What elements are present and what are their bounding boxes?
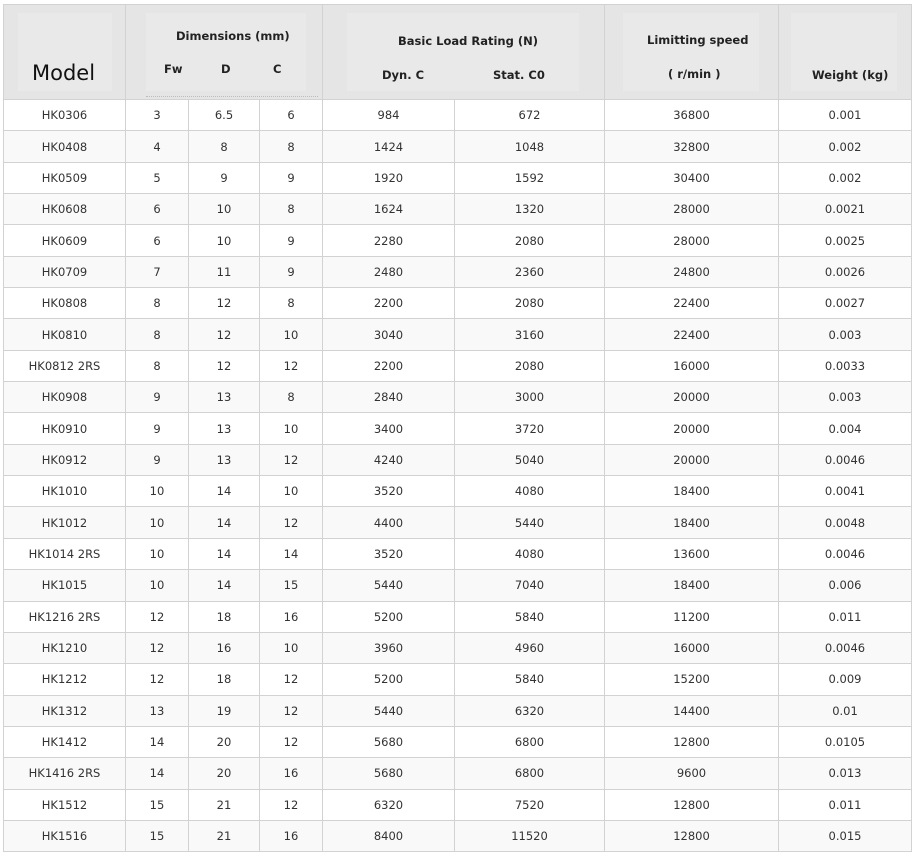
table-row [4, 444, 912, 475]
fw-cell: 9 [126, 444, 189, 475]
model-cell: HK0306 [4, 100, 126, 131]
bearing-spec-table [3, 4, 912, 852]
dyn-c-cell: 1624 [323, 194, 455, 225]
c-cell: 12 [260, 507, 323, 538]
d-cell: 18 [189, 601, 260, 632]
c-cell: 16 [260, 601, 323, 632]
stat-c0-cell: 5440 [455, 507, 605, 538]
c-cell: 16 [260, 820, 323, 851]
model-cell: HK1210 [4, 632, 126, 663]
speed-cell: 12800 [605, 820, 779, 851]
speed-unit-label: ( r/min ) [668, 67, 721, 81]
model-cell: HK0608 [4, 194, 126, 225]
fw-cell: 8 [126, 350, 189, 381]
model-cell: HK1512 [4, 789, 126, 820]
c-cell: 8 [260, 131, 323, 162]
d-cell: 10 [189, 194, 260, 225]
table-row [4, 413, 912, 444]
stat-c0-cell: 5840 [455, 601, 605, 632]
table-row [4, 256, 912, 287]
c-cell: 8 [260, 288, 323, 319]
fw-cell: 10 [126, 507, 189, 538]
weight-cell: 0.01 [779, 695, 912, 726]
dyn-c-cell: 3040 [323, 319, 455, 350]
d-cell: 20 [189, 758, 260, 789]
fw-cell: 6 [126, 194, 189, 225]
stat-c0-cell: 2080 [455, 225, 605, 256]
model-cell: HK0810 [4, 319, 126, 350]
model-cell: HK1014 2RS [4, 538, 126, 569]
speed-cell: 18400 [605, 570, 779, 601]
stat-c0-cell: 7040 [455, 570, 605, 601]
stat-c0-cell: 2360 [455, 256, 605, 287]
speed-cell: 16000 [605, 632, 779, 663]
speed-cell: 32800 [605, 131, 779, 162]
fw-cell: 12 [126, 601, 189, 632]
fw-cell: 9 [126, 382, 189, 413]
dyn-c-cell: 3520 [323, 538, 455, 569]
weight-cell: 0.0041 [779, 476, 912, 507]
stat-c0-cell: 1592 [455, 162, 605, 193]
stat-c0-cell: 6800 [455, 758, 605, 789]
speed-cell: 20000 [605, 444, 779, 475]
fw-cell: 10 [126, 538, 189, 569]
load-rating-header [323, 5, 605, 100]
d-cell: 14 [189, 507, 260, 538]
d-cell: 10 [189, 225, 260, 256]
model-cell: HK1312 [4, 695, 126, 726]
c-cell: 10 [260, 413, 323, 444]
c-cell: 12 [260, 726, 323, 757]
table-row [4, 131, 912, 162]
d-cell: 13 [189, 413, 260, 444]
table-row [4, 225, 912, 256]
dyn-c-cell: 2200 [323, 288, 455, 319]
weight-cell: 0.0033 [779, 350, 912, 381]
weight-cell: 0.002 [779, 162, 912, 193]
d-cell: 6.5 [189, 100, 260, 131]
stat-c0-cell: 5040 [455, 444, 605, 475]
speed-cell: 18400 [605, 476, 779, 507]
stat-c0-cell: 11520 [455, 820, 605, 851]
speed-cell: 14400 [605, 695, 779, 726]
model-cell: HK1516 [4, 820, 126, 851]
speed-cell: 12800 [605, 789, 779, 820]
fw-cell: 10 [126, 570, 189, 601]
weight-label: Weight (kg) [812, 68, 889, 82]
fw-cell: 12 [126, 632, 189, 663]
c-cell: 9 [260, 225, 323, 256]
model-cell: HK0609 [4, 225, 126, 256]
fw-cell: 4 [126, 131, 189, 162]
model-cell: HK0509 [4, 162, 126, 193]
c-cell: 14 [260, 538, 323, 569]
dyn-c-cell: 6320 [323, 789, 455, 820]
table-row [4, 162, 912, 193]
weight-cell: 0.015 [779, 820, 912, 851]
d-cell: 16 [189, 632, 260, 663]
speed-cell: 22400 [605, 288, 779, 319]
stat-c0-cell: 1048 [455, 131, 605, 162]
weight-cell: 0.011 [779, 601, 912, 632]
d-cell: 11 [189, 256, 260, 287]
load-rating-label: Basic Load Rating (N) [398, 34, 538, 48]
model-cell: HK0812 2RS [4, 350, 126, 381]
model-cell: HK0908 [4, 382, 126, 413]
model-cell: HK1416 2RS [4, 758, 126, 789]
c-cell: 10 [260, 476, 323, 507]
d-label: D [221, 62, 231, 76]
d-cell: 21 [189, 820, 260, 851]
c-cell: 12 [260, 789, 323, 820]
fw-cell: 6 [126, 225, 189, 256]
speed-cell: 20000 [605, 413, 779, 444]
dimensions-label: Dimensions (mm) [176, 29, 290, 43]
speed-cell: 36800 [605, 100, 779, 131]
model-cell: HK0408 [4, 131, 126, 162]
speed-cell: 20000 [605, 382, 779, 413]
speed-cell: 30400 [605, 162, 779, 193]
stat-c0-cell: 4080 [455, 538, 605, 569]
speed-cell: 18400 [605, 507, 779, 538]
table-row [4, 507, 912, 538]
weight-cell: 0.006 [779, 570, 912, 601]
fw-label: Fw [164, 62, 183, 76]
table-row [4, 194, 912, 225]
table-row [4, 820, 912, 851]
d-cell: 13 [189, 444, 260, 475]
fw-cell: 5 [126, 162, 189, 193]
stat-c0-cell: 672 [455, 100, 605, 131]
c-cell: 9 [260, 162, 323, 193]
fw-cell: 10 [126, 476, 189, 507]
speed-cell: 11200 [605, 601, 779, 632]
stat-c0-cell: 7520 [455, 789, 605, 820]
d-cell: 19 [189, 695, 260, 726]
table-row [4, 695, 912, 726]
model-cell: HK0912 [4, 444, 126, 475]
stat-c0-cell: 6800 [455, 726, 605, 757]
dyn-c-cell: 5200 [323, 664, 455, 695]
stat-c0-cell: 3000 [455, 382, 605, 413]
c-cell: 12 [260, 350, 323, 381]
table-row [4, 538, 912, 569]
model-cell: HK1010 [4, 476, 126, 507]
c-cell: 9 [260, 256, 323, 287]
table-body [4, 100, 912, 852]
table-row [4, 570, 912, 601]
table-row [4, 476, 912, 507]
speed-cell: 15200 [605, 664, 779, 695]
weight-cell: 0.0105 [779, 726, 912, 757]
c-cell: 15 [260, 570, 323, 601]
weight-cell: 0.0025 [779, 225, 912, 256]
stat-c0-cell: 5840 [455, 664, 605, 695]
d-cell: 12 [189, 350, 260, 381]
weight-cell: 0.003 [779, 382, 912, 413]
c-cell: 8 [260, 382, 323, 413]
d-cell: 21 [189, 789, 260, 820]
model-header [4, 5, 126, 100]
dyn-c-cell: 2280 [323, 225, 455, 256]
table-row [4, 288, 912, 319]
fw-cell: 15 [126, 789, 189, 820]
dyn-c-cell: 5680 [323, 726, 455, 757]
speed-cell: 24800 [605, 256, 779, 287]
weight-cell: 0.0046 [779, 632, 912, 663]
dyn-c-cell: 8400 [323, 820, 455, 851]
model-header-label: Model [32, 61, 96, 85]
table-row [4, 632, 912, 663]
weight-cell: 0.0027 [779, 288, 912, 319]
weight-cell: 0.0046 [779, 444, 912, 475]
d-cell: 13 [189, 382, 260, 413]
dyn-c-cell: 2480 [323, 256, 455, 287]
dyn-c-label: Dyn. C [382, 68, 425, 82]
stat-c0-cell: 2080 [455, 350, 605, 381]
c-cell: 8 [260, 194, 323, 225]
dyn-c-cell: 1920 [323, 162, 455, 193]
speed-cell: 28000 [605, 225, 779, 256]
weight-cell: 0.009 [779, 664, 912, 695]
weight-cell: 0.002 [779, 131, 912, 162]
d-cell: 14 [189, 538, 260, 569]
weight-cell: 0.0021 [779, 194, 912, 225]
weight-header [779, 5, 912, 100]
weight-cell: 0.0048 [779, 507, 912, 538]
table-header [4, 5, 912, 100]
dimensions-header [126, 5, 323, 100]
weight-cell: 0.011 [779, 789, 912, 820]
d-cell: 12 [189, 319, 260, 350]
table-row [4, 350, 912, 381]
model-cell: HK0709 [4, 256, 126, 287]
dyn-c-cell: 984 [323, 100, 455, 131]
table-row [4, 664, 912, 695]
weight-cell: 0.013 [779, 758, 912, 789]
speed-cell: 16000 [605, 350, 779, 381]
speed-cell: 22400 [605, 319, 779, 350]
c-cell: 16 [260, 758, 323, 789]
fw-cell: 15 [126, 820, 189, 851]
table-row [4, 382, 912, 413]
model-cell: HK1216 2RS [4, 601, 126, 632]
speed-cell: 28000 [605, 194, 779, 225]
fw-cell: 9 [126, 413, 189, 444]
fw-cell: 14 [126, 758, 189, 789]
c-cell: 12 [260, 444, 323, 475]
fw-cell: 7 [126, 256, 189, 287]
dyn-c-cell: 5200 [323, 601, 455, 632]
table-row [4, 726, 912, 757]
d-cell: 8 [189, 131, 260, 162]
fw-cell: 8 [126, 319, 189, 350]
c-cell: 12 [260, 664, 323, 695]
stat-c0-cell: 2080 [455, 288, 605, 319]
stat-c0-cell: 3720 [455, 413, 605, 444]
fw-cell: 8 [126, 288, 189, 319]
d-cell: 9 [189, 162, 260, 193]
fw-cell: 12 [126, 664, 189, 695]
model-cell: HK0910 [4, 413, 126, 444]
c-cell: 10 [260, 319, 323, 350]
c-cell: 10 [260, 632, 323, 663]
stat-c0-cell: 1320 [455, 194, 605, 225]
table-row [4, 789, 912, 820]
d-cell: 12 [189, 288, 260, 319]
weight-cell: 0.001 [779, 100, 912, 131]
model-cell: HK1412 [4, 726, 126, 757]
stat-c0-label: Stat. C0 [493, 68, 545, 82]
c-cell: 12 [260, 695, 323, 726]
d-cell: 14 [189, 476, 260, 507]
stat-c0-cell: 4960 [455, 632, 605, 663]
d-cell: 14 [189, 570, 260, 601]
dyn-c-cell: 5680 [323, 758, 455, 789]
speed-cell: 12800 [605, 726, 779, 757]
speed-header [605, 5, 779, 100]
d-cell: 20 [189, 726, 260, 757]
speed-cell: 13600 [605, 538, 779, 569]
weight-cell: 0.0046 [779, 538, 912, 569]
dyn-c-cell: 3400 [323, 413, 455, 444]
fw-cell: 3 [126, 100, 189, 131]
table-row [4, 319, 912, 350]
weight-cell: 0.003 [779, 319, 912, 350]
speed-cell: 9600 [605, 758, 779, 789]
model-cell: HK1015 [4, 570, 126, 601]
dyn-c-cell: 5440 [323, 570, 455, 601]
dyn-c-cell: 4400 [323, 507, 455, 538]
table-row [4, 758, 912, 789]
stat-c0-cell: 3160 [455, 319, 605, 350]
table-row [4, 601, 912, 632]
model-cell: HK1012 [4, 507, 126, 538]
weight-cell: 0.004 [779, 413, 912, 444]
stat-c0-cell: 6320 [455, 695, 605, 726]
speed-label: Limitting speed [647, 33, 749, 47]
d-cell: 18 [189, 664, 260, 695]
dyn-c-cell: 2840 [323, 382, 455, 413]
c-cell: 6 [260, 100, 323, 131]
fw-cell: 14 [126, 726, 189, 757]
dyn-c-cell: 2200 [323, 350, 455, 381]
weight-cell: 0.0026 [779, 256, 912, 287]
dyn-c-cell: 3520 [323, 476, 455, 507]
stat-c0-cell: 4080 [455, 476, 605, 507]
dyn-c-cell: 1424 [323, 131, 455, 162]
model-cell: HK1212 [4, 664, 126, 695]
c-label: C [273, 62, 282, 76]
dyn-c-cell: 3960 [323, 632, 455, 663]
model-cell: HK0808 [4, 288, 126, 319]
dyn-c-cell: 5440 [323, 695, 455, 726]
fw-cell: 13 [126, 695, 189, 726]
table-row [4, 100, 912, 131]
dyn-c-cell: 4240 [323, 444, 455, 475]
